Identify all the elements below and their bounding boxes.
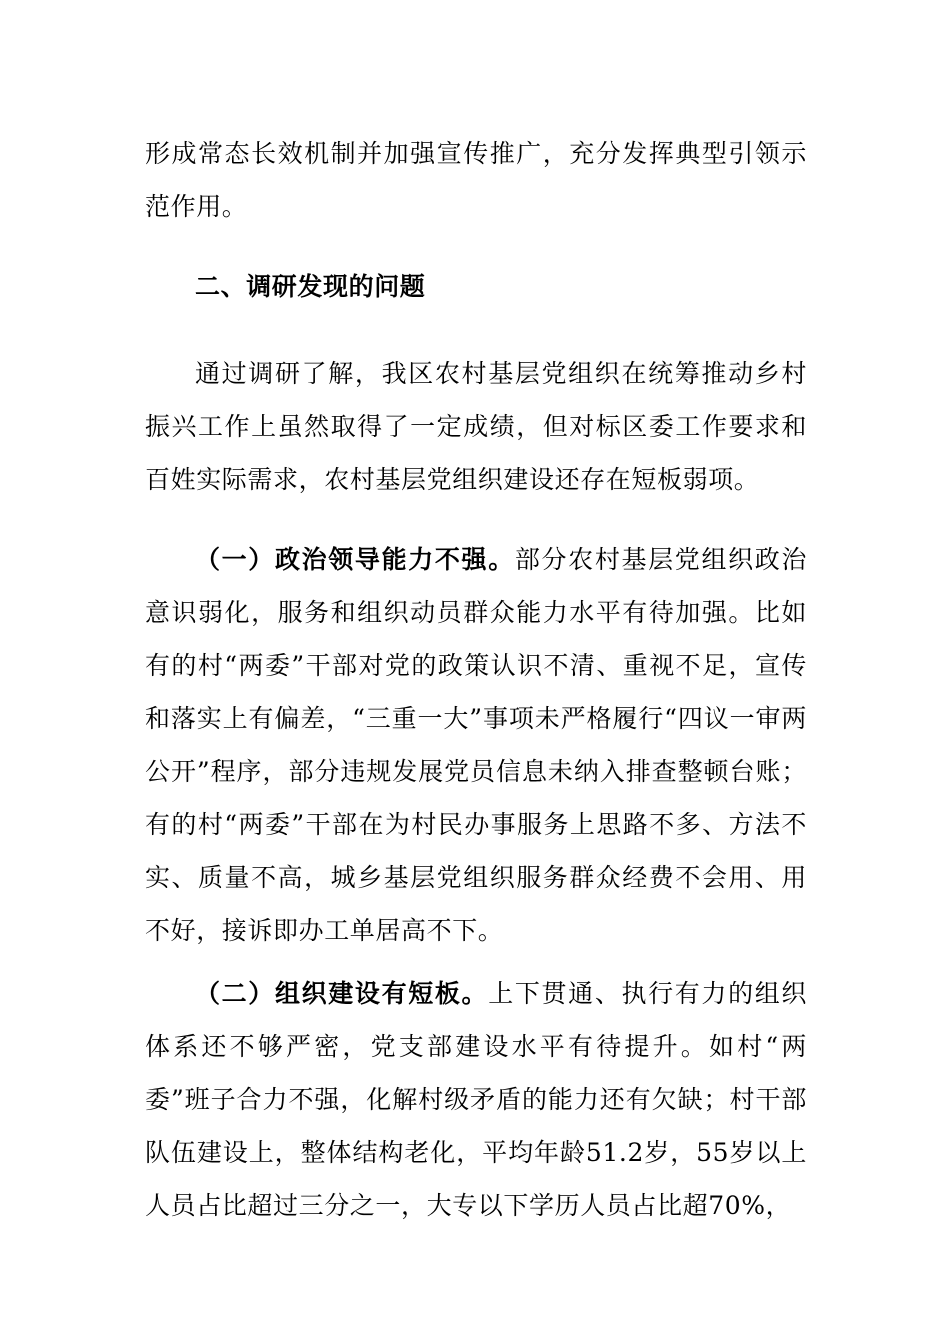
subheading-organization-building: （二）组织建设有短板。 bbox=[195, 979, 489, 1008]
section-heading: 二、调研发现的问题 bbox=[195, 272, 426, 301]
paragraph-political-leadership-body: 部分农村基层党组织政治意识弱化，服务和组织动员群众能力水平有待加强。比如有的村“两委”干部对党的政策认识不清、重视不足，宣传和落实上有偏差，“三重一大”事项未严格履行“四议一审两公开”程序，部分违规发展党员信息未纳入排查整顿台账；有的村“两委”干部在为村民办事服务上思路不多、方法不实、质量不高，城乡基层党组织服务群众经费不会用、用不好，接诉即办工单居高不下。 bbox=[145, 545, 808, 945]
paragraph-political-leadership bbox=[145, 533, 807, 957]
paragraph-continuation: 形成常态长效机制并加强宣传推广，充分发挥典型引领示范作用。 bbox=[145, 139, 807, 221]
paragraph-organization-building-body: 上下贯通、执行有力的组织体系还不够严密，党支部建设水平有待提升。如村“两委”班子合力不强，化解村级矛盾的能力还有欠缺；村干部队伍建设上，整体结构老化，平均年龄51.2岁，55岁以上人员占比超过三分之一，大专以下学历人员占比超70%， bbox=[145, 979, 807, 1220]
subheading-political-leadership: （一）政治领导能力不强。 bbox=[195, 545, 515, 574]
paragraph-intro: 通过调研了解，我区农村基层党组织在统筹推动乡村振兴工作上虽然取得了一定成绩，但对标区委工作要求和百姓实际需求，农村基层党组织建设还存在短板弱项。 bbox=[145, 359, 807, 494]
paragraph-organization-building bbox=[145, 967, 807, 1232]
